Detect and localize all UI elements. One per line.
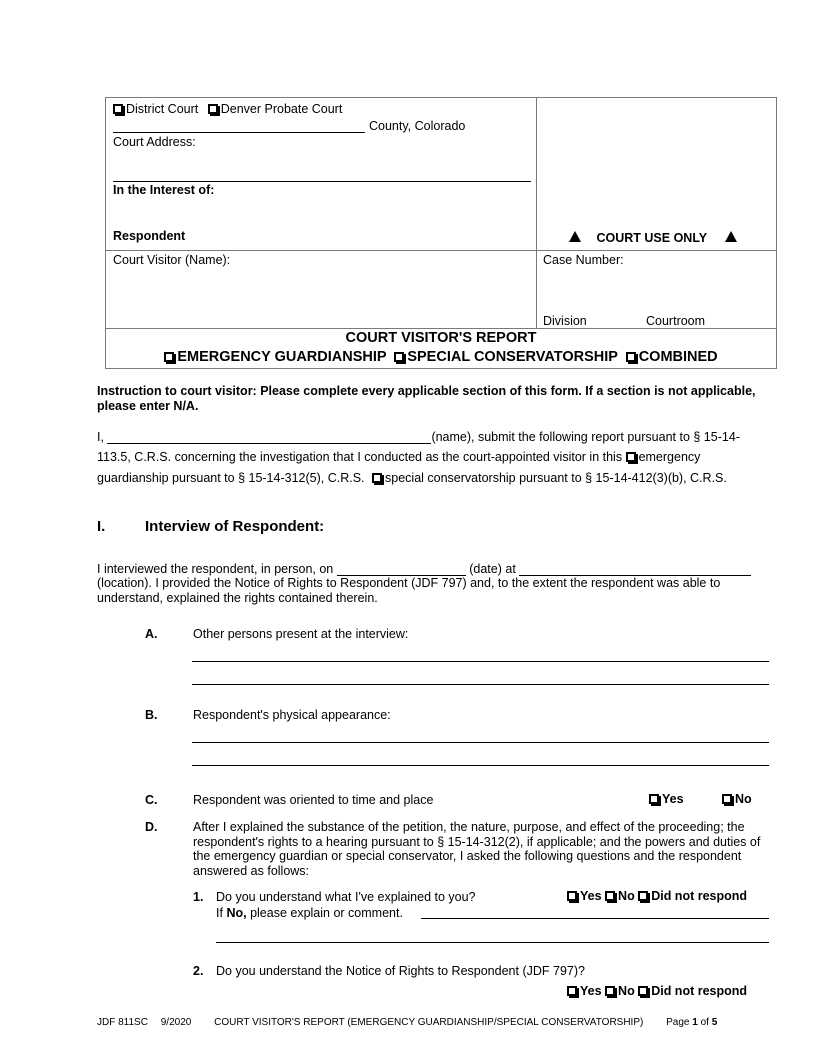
footer-page-total: 5 <box>711 1017 718 1028</box>
q1-no-label: No <box>618 889 635 903</box>
special-conservatorship-label: SPECIAL CONSERVATORSHIP <box>407 349 618 365</box>
caption-horizontal-divider-2 <box>105 328 777 329</box>
interview-line-1 <box>97 562 769 576</box>
visitor-name-field[interactable] <box>107 430 431 444</box>
court-use-only-label: COURT USE ONLY <box>596 231 708 245</box>
section-heading: Interview of Respondent: <box>145 518 325 535</box>
q1-yes-checkbox[interactable] <box>567 891 577 901</box>
caption-horizontal-divider-1 <box>105 250 777 251</box>
footer-page-number: 1 <box>692 1017 698 1028</box>
q2-options <box>567 984 747 998</box>
item-c-yes <box>649 792 684 806</box>
intro-name-suffix: (name), submit the following report pursuant to § 15-14- <box>431 430 740 444</box>
q2-yes-label: Yes <box>580 984 602 998</box>
denver-probate-checkbox[interactable] <box>208 104 218 114</box>
q1-follow-explain: please explain or comment. <box>250 906 403 920</box>
q1-follow <box>216 906 403 920</box>
combined-label: COMBINED <box>638 349 718 365</box>
county-line[interactable] <box>113 132 365 133</box>
court-address-label: Court Address: <box>113 135 196 149</box>
court-visitor-label: Court Visitor (Name): <box>113 253 231 267</box>
intro-emergency-label: emergency <box>638 450 701 464</box>
item-b-line-1[interactable] <box>192 742 769 743</box>
court-type-row <box>113 102 342 116</box>
q1-dnr-label: Did not respond <box>651 889 748 903</box>
interview-date-field[interactable] <box>337 562 466 576</box>
footer-title: COURT VISITOR'S REPORT (EMERGENCY GUARDIANSHIP/SPECIAL CONSERVATORSHIP) <box>214 1017 644 1028</box>
courtroom-label: Courtroom <box>646 314 706 328</box>
q2-no-checkbox[interactable] <box>605 986 615 996</box>
item-b-text: Respondent's physical appearance: <box>193 708 391 722</box>
form-title: COURT VISITOR'S REPORT <box>345 330 537 346</box>
denver-probate-label: Denver Probate Court <box>220 102 343 116</box>
q1-options <box>567 889 747 903</box>
q2-dnr-label: Did not respond <box>651 984 748 998</box>
q1-follow-if: If <box>216 906 223 920</box>
item-a-text: Other persons present at the interview: <box>193 627 409 641</box>
q1-comment-line-2[interactable] <box>216 942 769 943</box>
court-address-line[interactable] <box>113 181 531 182</box>
combined-checkbox[interactable] <box>626 352 636 362</box>
q1-number: 1. <box>193 890 204 904</box>
item-a-line-1[interactable] <box>192 661 769 662</box>
item-d-label: D. <box>145 820 158 834</box>
q2-no-label: No <box>618 984 635 998</box>
q1-yes-label: Yes <box>580 889 602 903</box>
section-number: I. <box>97 518 106 535</box>
footer <box>97 1017 717 1028</box>
intro-special-checkbox[interactable] <box>372 473 382 483</box>
footer-form-id: JDF 811SC <box>97 1017 148 1028</box>
footer-page-label: Page <box>666 1017 690 1028</box>
county-label: County, Colorado <box>369 119 466 133</box>
interview-location-field[interactable] <box>519 562 751 576</box>
item-d-text: After I explained the substance of the petition, the nature, purpose, and effect of the proceeding; the respondent's rights to a hearing pursuant to § 15-14-312(2), if applicable; and the powers and duties of the emergency guardian or special conservator, I asked the following questions and the respondent answered as follows: <box>193 820 761 878</box>
item-c-text: Respondent was oriented to time and place <box>193 793 434 807</box>
district-court-checkbox[interactable] <box>113 104 123 114</box>
item-a-label: A. <box>145 627 158 641</box>
form-type-options <box>105 349 777 365</box>
q1-no-checkbox[interactable] <box>605 891 615 901</box>
item-c-label: C. <box>145 793 158 807</box>
interview-para: (location). I provided the Notice of Rights to Respondent (JDF 797) and, to the extent the respondent was able to understand, explained the rights contained therein. <box>97 576 721 605</box>
up-triangle-icon <box>569 231 581 242</box>
intro-i: I, <box>97 430 104 444</box>
intro-line-2 <box>97 450 769 464</box>
footer-page <box>666 1017 717 1028</box>
respondent-label: Respondent <box>113 229 186 243</box>
intro-line-3 <box>97 471 769 485</box>
case-number-label: Case Number: <box>543 253 624 267</box>
up-triangle-icon <box>725 231 737 242</box>
footer-date: 9/2020 <box>160 1017 192 1028</box>
caption-vertical-divider <box>536 97 537 329</box>
footer-page-of: of <box>700 1017 709 1028</box>
item-c-yes-checkbox[interactable] <box>649 794 659 804</box>
q2-dnr-checkbox[interactable] <box>638 986 648 996</box>
item-c-no-label: No <box>735 792 752 806</box>
emergency-guardianship-checkbox[interactable] <box>164 352 174 362</box>
intro-statute: 113.5, C.R.S. concerning the investigation that I conducted as the court-appointed visitor in this <box>97 450 623 464</box>
item-b-line-2[interactable] <box>192 765 769 766</box>
instruction-text: Instruction to court visitor: Please complete every applicable section of this form. If a section is not applicable, please enter N/A. <box>97 384 756 413</box>
intro-guardianship: guardianship pursuant to § 15-14-312(5), C.R.S. <box>97 471 365 485</box>
intro-special-label: special conservatorship pursuant to § 15-14-412(3)(b), C.R.S. <box>385 471 727 485</box>
q1-text: Do you understand what I've explained to you? <box>216 890 476 904</box>
q2-text: Do you understand the Notice of Rights to Respondent (JDF 797)? <box>216 964 585 978</box>
item-b-label: B. <box>145 708 158 722</box>
intro-emergency-checkbox[interactable] <box>626 452 636 462</box>
item-c-no-checkbox[interactable] <box>722 794 732 804</box>
district-court-label: District Court <box>126 102 199 116</box>
emergency-guardianship-label: EMERGENCY GUARDIANSHIP <box>177 349 387 365</box>
item-c-yes-label: Yes <box>662 792 684 806</box>
special-conservatorship-checkbox[interactable] <box>394 352 404 362</box>
q2-yes-checkbox[interactable] <box>567 986 577 996</box>
q1-dnr-checkbox[interactable] <box>638 891 648 901</box>
q2-number: 2. <box>193 964 204 978</box>
q1-comment-line-1[interactable] <box>421 918 769 919</box>
item-a-line-2[interactable] <box>192 684 769 685</box>
item-c-no <box>722 792 752 806</box>
court-use-only <box>569 231 737 245</box>
in-interest-label: In the Interest of: <box>113 183 215 197</box>
interview-date-at: (date) at <box>469 562 516 576</box>
division-label: Division <box>543 314 587 328</box>
interview-on: I interviewed the respondent, in person, on <box>97 562 334 576</box>
q1-follow-no: No, <box>226 906 247 920</box>
intro-line-1 <box>97 430 769 444</box>
